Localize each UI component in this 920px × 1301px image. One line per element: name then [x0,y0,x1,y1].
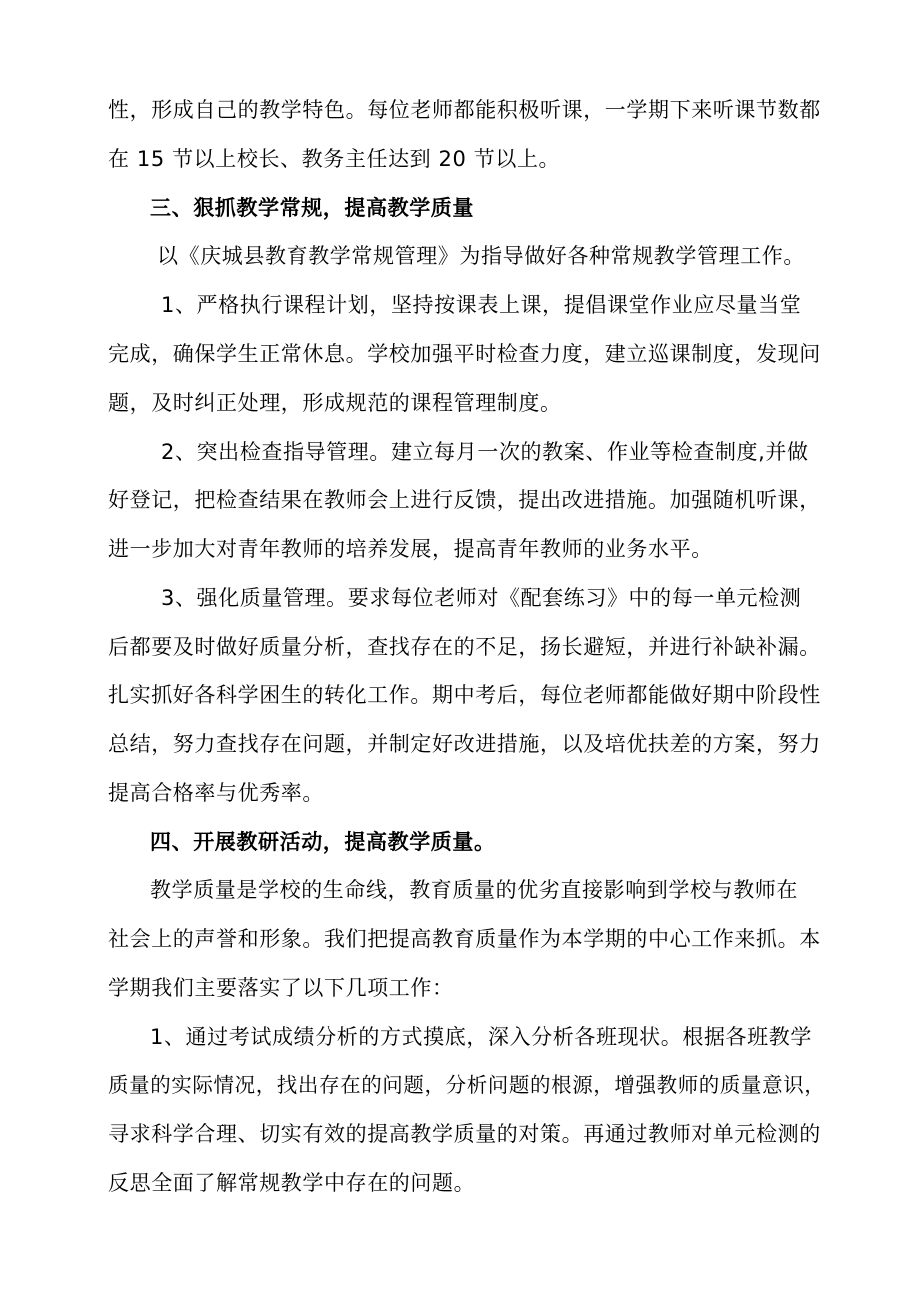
text-line: 以《庆城县教育教学常规管理》为指导做好各种常规教学管理工作。 [157,244,805,268]
text-line: 题，及时纠正处理，形成规范的课程管理制度。 [108,391,562,415]
text-line: 教学质量是学校的生命线，教育质量的优劣直接影响到学校与教师在 [150,878,798,902]
text-line: 进一步加大对青年教师的培养发展，提高青年教师的业务水平。 [108,537,713,561]
text-line: 完成，确保学生正常休息。学校加强平时检查力度，建立巡课制度，发现问 [108,342,821,366]
text-line: 1、严格执行课程计划，坚持按课表上课，提倡课堂作业应尽量当堂 [161,293,802,317]
text-line: 学期我们主要落实了以下几项工作： [108,976,454,1000]
text-line: 性，形成自己的教学特色。每位老师都能积极听课，一学期下来听课节数都 [108,98,821,122]
text-line: 2、突出检查指导管理。建立每月一次的教案、作业等检查制度,并做 [161,440,809,464]
text-line: 在 15 节以上校长、教务主任达到 20 节以上。 [108,147,561,171]
text-line: 扎实抓好各科学困生的转化工作。期中考后，每位老师都能做好期中阶段性 [108,683,821,707]
text-line: 总结，努力查找存在问题，并制定好改进措施，以及培优扶差的方案，努力 [108,732,821,756]
text-line: 提高合格率与优秀率。 [108,781,324,805]
text-line: 社会上的声誉和形象。我们把提高教育质量作为本学期的中心工作来抓。本 [108,927,821,951]
text-line: 寻求科学合理、切实有效的提高教学质量的对策。再通过教师对单元检测的 [108,1122,821,1146]
text-line: 反思全面了解常规教学中存在的问题。 [108,1171,476,1195]
text-line: 1、通过考试成绩分析的方式摸底，深入分析各班现状。根据各班教学 [150,1025,812,1049]
section-heading: 四、开展教研活动，提高教学质量。 [150,830,496,854]
text-line: 好登记，把检查结果在教师会上进行反馈，提出改进措施。加强随机听课， [108,488,821,512]
text-line: 3、强化质量管理。要求每位老师对《配套练习》中的每一单元检测 [161,586,802,610]
text-line: 后都要及时做好质量分析，查找存在的不足，扬长避短，并进行补缺补漏。 [108,635,821,659]
text-line: 质量的实际情况，找出存在的问题，分析问题的根源，增强教师的质量意识， [108,1073,826,1097]
section-heading: 三、狠抓教学常规，提高教学质量 [150,196,474,220]
